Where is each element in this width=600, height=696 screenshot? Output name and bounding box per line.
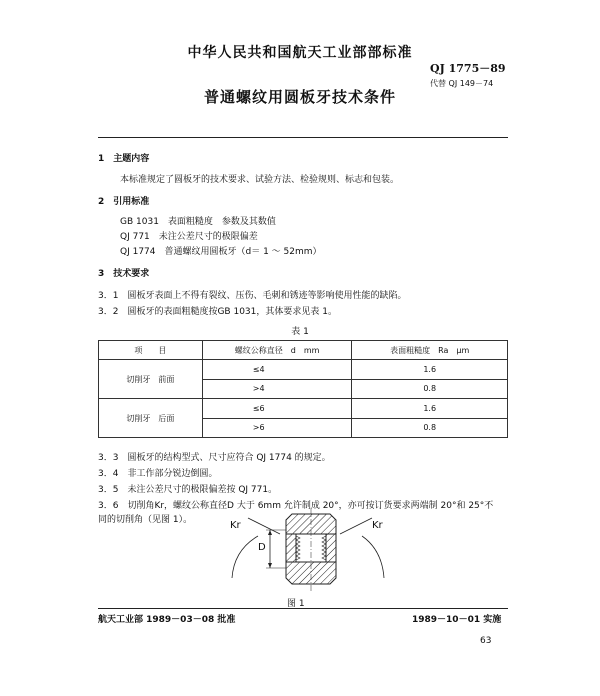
replaces-note: 代替 QJ 149－74 (430, 79, 494, 88)
row-item-front: 切削牙 前面 (99, 360, 203, 399)
kr-left-label: Kr (230, 520, 241, 531)
item-3-2: 3．2 圆板牙的表面粗糙度按GB 1031，其体要求见表 1。 (98, 307, 337, 317)
row-roughness: 0.8 (352, 379, 508, 399)
header-diameter: 螺纹公称直径 d mm (202, 341, 352, 360)
die-right-wall (326, 534, 336, 562)
section-2-heading: 2 引用标准 (98, 197, 150, 207)
header-item: 项 目 (99, 341, 203, 360)
item-3-5: 3．5 未注公差尺寸的极限偏差按 QJ 771。 (98, 485, 278, 495)
figure-1-caption: 图 1 (287, 599, 305, 609)
item-3-1: 3．1 圆板牙表面上不得有裂纹、压伤、毛刺和锈迹等影响使用性能的缺陷。 (98, 291, 407, 301)
page-number: 63 (480, 636, 492, 646)
document-title: 普通螺纹用圆板牙技术条件 (203, 88, 396, 106)
row-roughness: 0.8 (352, 418, 508, 438)
row-roughness: 1.6 (352, 360, 508, 380)
item-3-6-line-1: 3．6 切削角Kr，螺纹公称直径D 大于 6mm 允许制成 20°，亦可按订货要求两端制 20°和 25°不 (98, 501, 494, 511)
kr-left-line (248, 518, 280, 534)
reference-2: QJ 771 未注公差尺寸的极限偏差 (120, 232, 258, 242)
item-3-4: 3．4 非工作部分锐边倒圆。 (98, 469, 218, 479)
section-1-heading: 1 主题内容 (98, 154, 150, 164)
kr-left-arc (232, 536, 258, 578)
figure-1-drawing (220, 500, 400, 600)
row-diameter: >6 (202, 418, 352, 438)
die-left-wall (286, 534, 296, 562)
effective-date: 1989－10－01 实施 (412, 615, 502, 625)
approval-date: 航天工业部 1989－03－08 批准 (98, 615, 236, 625)
table-row (99, 399, 508, 419)
section-1-text: 本标准规定了圆板牙的技术要求、试验方法、检验规则、标志和包装。 (120, 175, 400, 185)
row-diameter: ≤4 (202, 360, 352, 380)
table-row (99, 360, 508, 380)
item-3-6-line-2: 同的切削角（见图 1）。 (98, 515, 193, 525)
kr-right-line (340, 518, 372, 534)
item-3-3: 3．3 圆板牙的结构型式、尺寸应符合 QJ 1774 的规定。 (98, 453, 331, 463)
table-1-caption: 表 1 (291, 327, 309, 337)
section-3-heading: 3 技术要求 (98, 269, 150, 279)
table-header-row (99, 341, 508, 360)
standard-number: QJ 1775－89 (430, 62, 506, 75)
row-diameter: >4 (202, 379, 352, 399)
row-item-back: 切削牙 后面 (99, 399, 203, 438)
reference-3: QJ 1774 普通螺纹用圆板牙（d＝ 1 ～ 52mm） (120, 247, 322, 257)
kr-right-label: Kr (372, 520, 383, 531)
reference-1: GB 1031 表面粗糙度 参数及其数值 (120, 217, 276, 227)
header-roughness: 表面粗糙度 Ra μm (352, 341, 508, 360)
footer-rule (98, 608, 508, 609)
table-1 (98, 340, 508, 438)
kr-right-arc (362, 536, 384, 578)
header-rule (98, 137, 508, 138)
organization-title: 中华人民共和国航天工业部部标准 (187, 45, 413, 61)
row-diameter: ≤6 (202, 399, 352, 419)
d-label: D (258, 542, 266, 553)
row-roughness: 1.6 (352, 399, 508, 419)
